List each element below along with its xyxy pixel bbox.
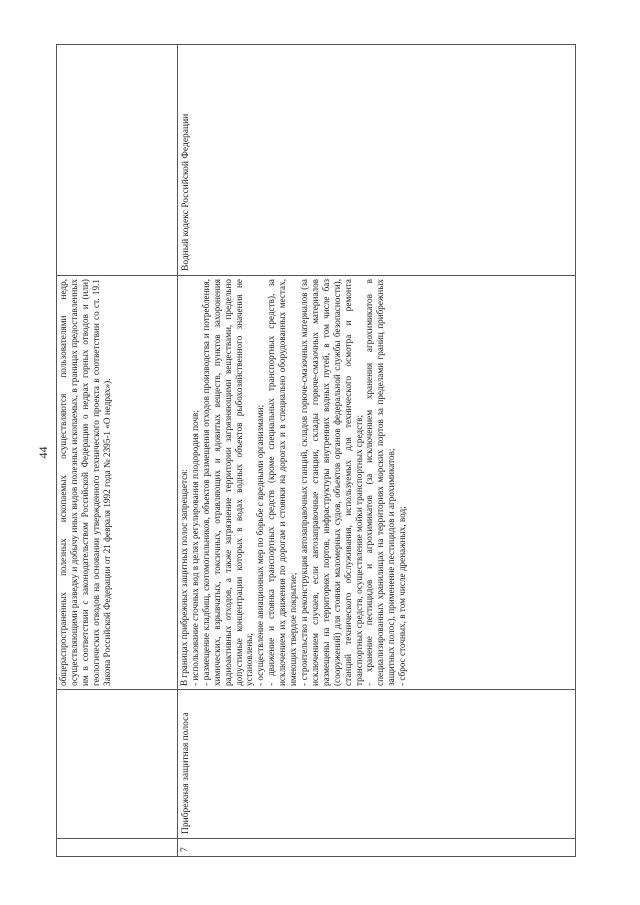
restriction-line: - строительство и реконструкция автозаправочных станций, складов горюче-смазочных материалов (за исключением случаев, если автозаправочные станции, склады горюче-смазочных материалов размещены на территориях портов, инфраструктуры внутренних водных путей, в том числе баз (сооружений) для стоянки маломерных судов, объектов органов федеральной службы безопасности), станций технического обслуживания, используемых для технического осмотра и ремонта транспортных средств, осуществление мойки транспортных средств; [298,279,364,686]
restrictions-cell [178,276,575,690]
restriction-line: - размещение кладбищ, скотомогильников, объектов размещения отходов производства и потребления, химических, взрывчатых, токсичных, отравляющих и ядовитых веществ, пунктов захоронения радиоактивных отходов, а также загрязнение территории загрязняющими веществами, предельно допустимые концентрации которых в водах водных объектов рыбохозяйственного значения не установлены; [200,279,255,686]
restriction-line: - хранение пестицидов и агрохимикатов (за исключением хранения агрохимикатов в специализированных хранилищах на территориях морских портов за пределами границ прибрежных защитных полос), применение пестицидов и агрохимикатов; [364,279,397,686]
zones-table [56,44,576,857]
page-number: 44 [36,446,50,459]
restriction-line: - движение и стоянка транспортных средств (кроме специальных транспортных средств), за исключением их движения по дорогам и стоянки на дорогах и в специально оборудованных местах, имеющих твердое покрытие; [266,279,299,686]
number-cell: 7 [180,847,190,852]
table-row [57,45,177,856]
zone-name-cell: Прибрежная защитная полоса [178,690,575,839]
basis-cell [57,45,177,276]
table-row [177,45,575,856]
restriction-line: - осуществление авиационных мер по борьбе с вредными организмами; [255,404,266,686]
zone-name-cell [57,690,177,839]
restriction-text: общераспространенных полезных ископаемых осуществляются пользователями недр, осуществляющими разведку и добычу иных видов полезных ископаемых, в границах предоставленных им в соответствии с законодательством Российской Федерации о недрах горных отводов и (или) геологических отводов на основании утвержденного технического проекта в соответствии со ст. 19.1 Закона Российской Федерации от 21 февраля 1992 года № 2395-1 «О недрах»). [58,279,112,686]
restriction-line: - использование сточных вод в целях регулирования плодородия почв; [189,410,200,686]
restrictions-cell [57,276,177,690]
basis-cell: Водный кодекс Российской Федерации [178,45,575,276]
restriction-line: В границах прибрежных защитных полос запрещается: [179,469,189,686]
number-cell [57,839,177,856]
restriction-line: - сброс сточных, в том числе дренажных, вод; [397,506,408,686]
